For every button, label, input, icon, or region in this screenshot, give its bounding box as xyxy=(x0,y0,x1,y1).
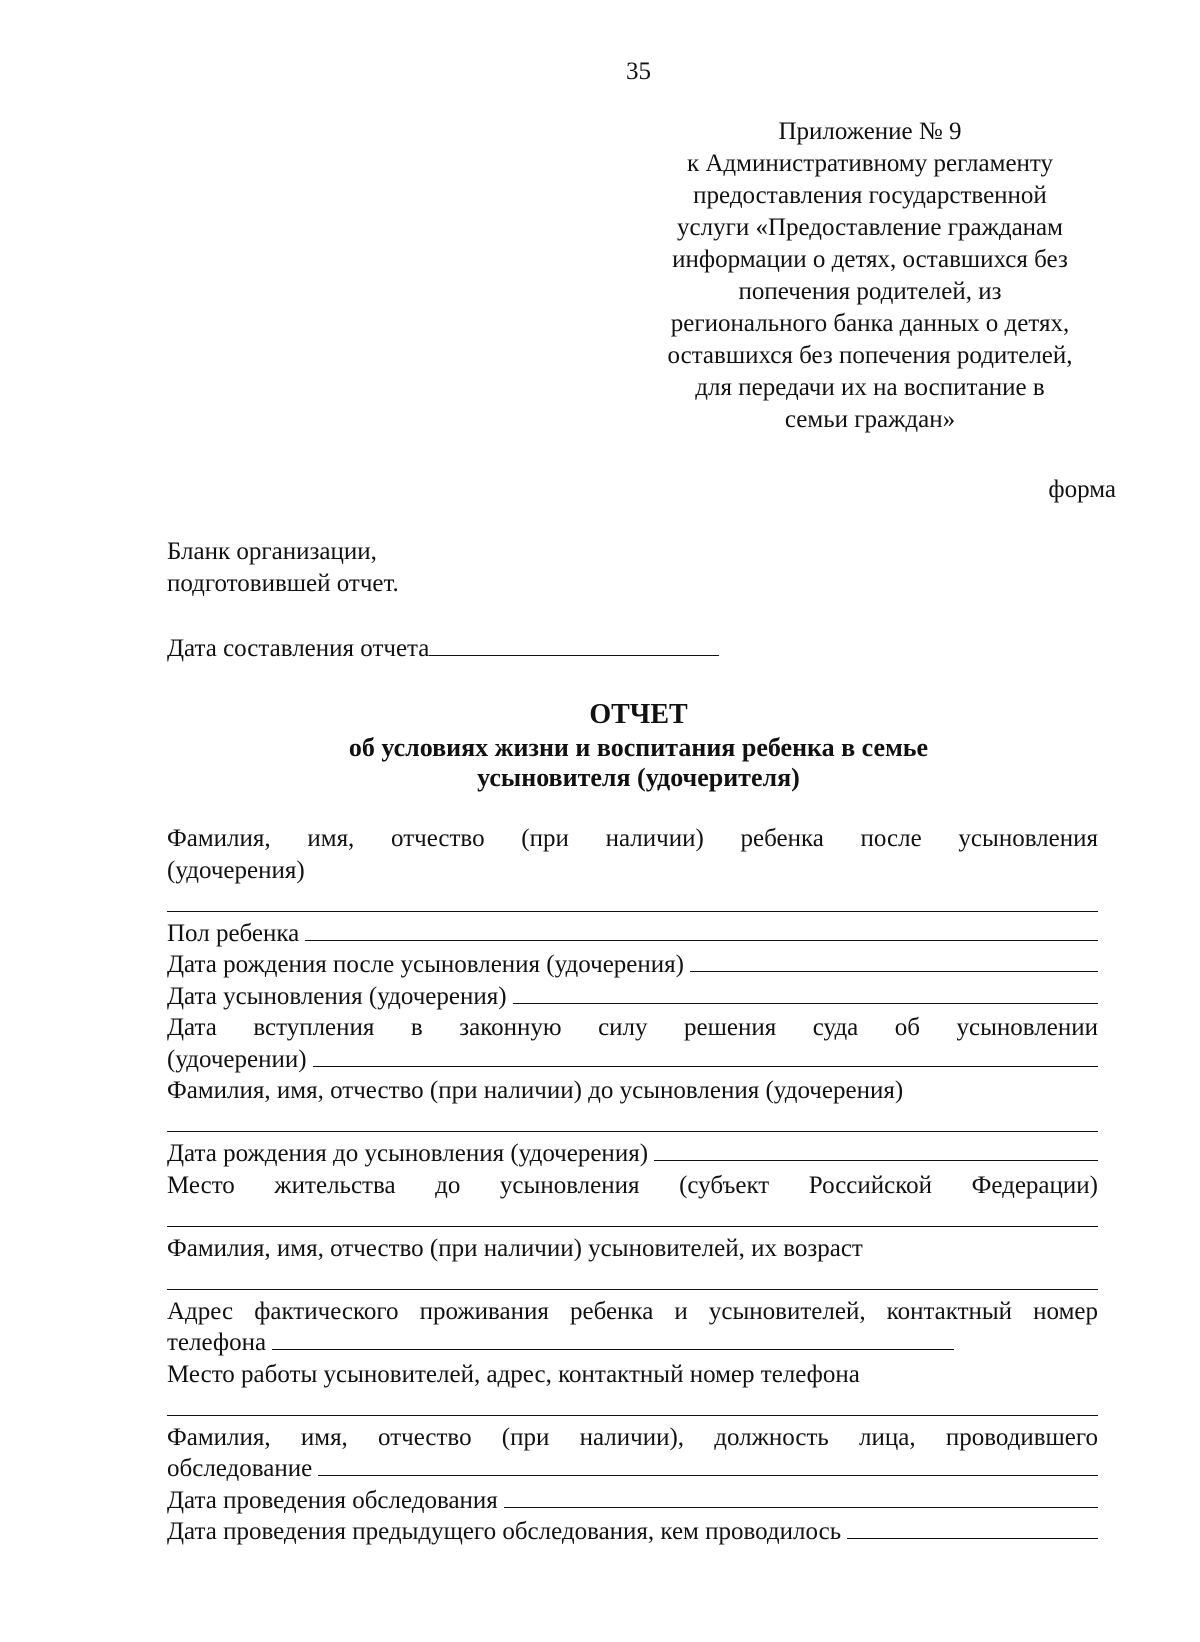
address-blank[interactable] xyxy=(272,1327,954,1350)
address-label-cont: телефона xyxy=(167,1329,267,1356)
prev-inspection-blank[interactable] xyxy=(847,1516,1098,1539)
birth-before-blank[interactable] xyxy=(654,1138,1098,1161)
report-date-label: Дата составления отчета xyxy=(167,635,430,662)
name-before-row xyxy=(167,1075,1098,1107)
name-before-label: Фамилия, имя, отчество (при наличии) до усыновления (удочерения) xyxy=(167,1077,904,1104)
prev-inspection-row xyxy=(167,1516,1098,1548)
gender-blank[interactable] xyxy=(305,918,1098,941)
gender-row xyxy=(167,918,1098,950)
court-decision-label-cont: (удочерении) xyxy=(167,1045,307,1073)
birth-after-row xyxy=(167,949,1098,981)
appendix-line: оставшихся без попечения родителей, xyxy=(667,342,1073,369)
child-name-after-label: Фамилия, имя, отчество (при наличии) ребенка после усыновления xyxy=(167,825,1098,852)
child-name-after-blank[interactable] xyxy=(167,886,1098,918)
court-decision-row xyxy=(167,1044,1098,1076)
adoption-date-label: Дата усыновления (удочерения) xyxy=(167,982,507,1010)
adopters-name-row xyxy=(167,1233,1098,1265)
inspector-label-cont: обследование xyxy=(167,1455,313,1482)
adopters-name-label: Фамилия, имя, отчество (при наличии) усыновителей, их возраст xyxy=(167,1234,863,1262)
court-decision-blank[interactable] xyxy=(313,1044,1098,1067)
adopters-name-blank[interactable] xyxy=(167,1264,1098,1296)
prev-inspection-label: Дата проведения предыдущего обследования, кем проводилось xyxy=(167,1518,842,1545)
appendix-line: к Административному регламенту xyxy=(686,150,1054,177)
appendix-line: Приложение № 9 xyxy=(778,118,962,145)
title-subtitle: об условиях жизни и воспитания ребенка в семье xyxy=(348,733,929,762)
appendix-line: регионального банка данных о детях, xyxy=(670,310,1070,337)
adoption-date-row xyxy=(167,981,1098,1013)
organization-block xyxy=(167,536,399,600)
birth-after-blank[interactable] xyxy=(690,949,1098,972)
title-subtitle: усыновителя (удочерителя) xyxy=(477,763,800,792)
appendix-line: для передачи их на воспитание в xyxy=(695,374,1045,401)
title-main: ОТЧЕТ xyxy=(589,699,688,730)
workplace-row xyxy=(167,1359,1098,1391)
workplace-label: Место работы усыновителей, адрес, контактный номер телефона xyxy=(167,1360,860,1388)
inspector-row xyxy=(167,1453,1098,1485)
address-row xyxy=(167,1327,1098,1359)
inspector-blank[interactable] xyxy=(318,1453,1098,1476)
inspection-date-label: Дата проведения обследования xyxy=(167,1486,498,1514)
report-title xyxy=(0,697,1200,793)
inspection-date-blank[interactable] xyxy=(504,1485,1098,1508)
appendix-line: информации о детях, оставшихся без xyxy=(672,246,1068,273)
organization-line: подготовившей отчет. xyxy=(167,570,399,597)
workplace-blank[interactable] xyxy=(167,1390,1098,1422)
appendix-line: услуги «Предоставление гражданам xyxy=(677,214,1063,241)
birth-after-label: Дата рождения после усыновления (удочерения) xyxy=(167,951,684,978)
report-date-row xyxy=(167,633,719,663)
appendix-header xyxy=(630,116,1110,436)
inspection-date-row xyxy=(167,1485,1098,1517)
child-name-after-label-cont: (удочерения) xyxy=(167,856,305,884)
child-name-after-row xyxy=(167,855,1098,887)
organization-line: Бланк организации, xyxy=(167,538,377,565)
name-before-blank[interactable] xyxy=(167,1107,1098,1139)
page-number: 35 xyxy=(626,58,651,85)
address-label: Адрес фактического проживания ребенка и усыновителей, контактный номер xyxy=(167,1297,1098,1325)
residence-before-label: Место жительства до усыновления (субъект Российской Федерации) xyxy=(167,1171,1098,1199)
birth-before-label: Дата рождения до усыновления (удочерения) xyxy=(167,1140,649,1167)
birth-before-row xyxy=(167,1138,1098,1170)
appendix-line: семьи граждан» xyxy=(784,406,956,433)
appendix-line: попечения родителей, из xyxy=(738,278,1002,305)
form-fields xyxy=(167,823,1098,1548)
appendix-line: предоставления государственной xyxy=(693,182,1047,209)
court-decision-label: Дата вступления в законную силу решения суда об усыновлении xyxy=(167,1014,1098,1041)
report-date-blank[interactable] xyxy=(429,633,719,656)
form-label: форма xyxy=(1048,476,1116,503)
residence-before-blank[interactable] xyxy=(167,1201,1098,1233)
adoption-date-blank[interactable] xyxy=(513,981,1098,1004)
gender-label: Пол ребенка xyxy=(167,919,300,947)
inspector-label: Фамилия, имя, отчество (при наличии), должность лица, проводившего xyxy=(167,1423,1098,1451)
